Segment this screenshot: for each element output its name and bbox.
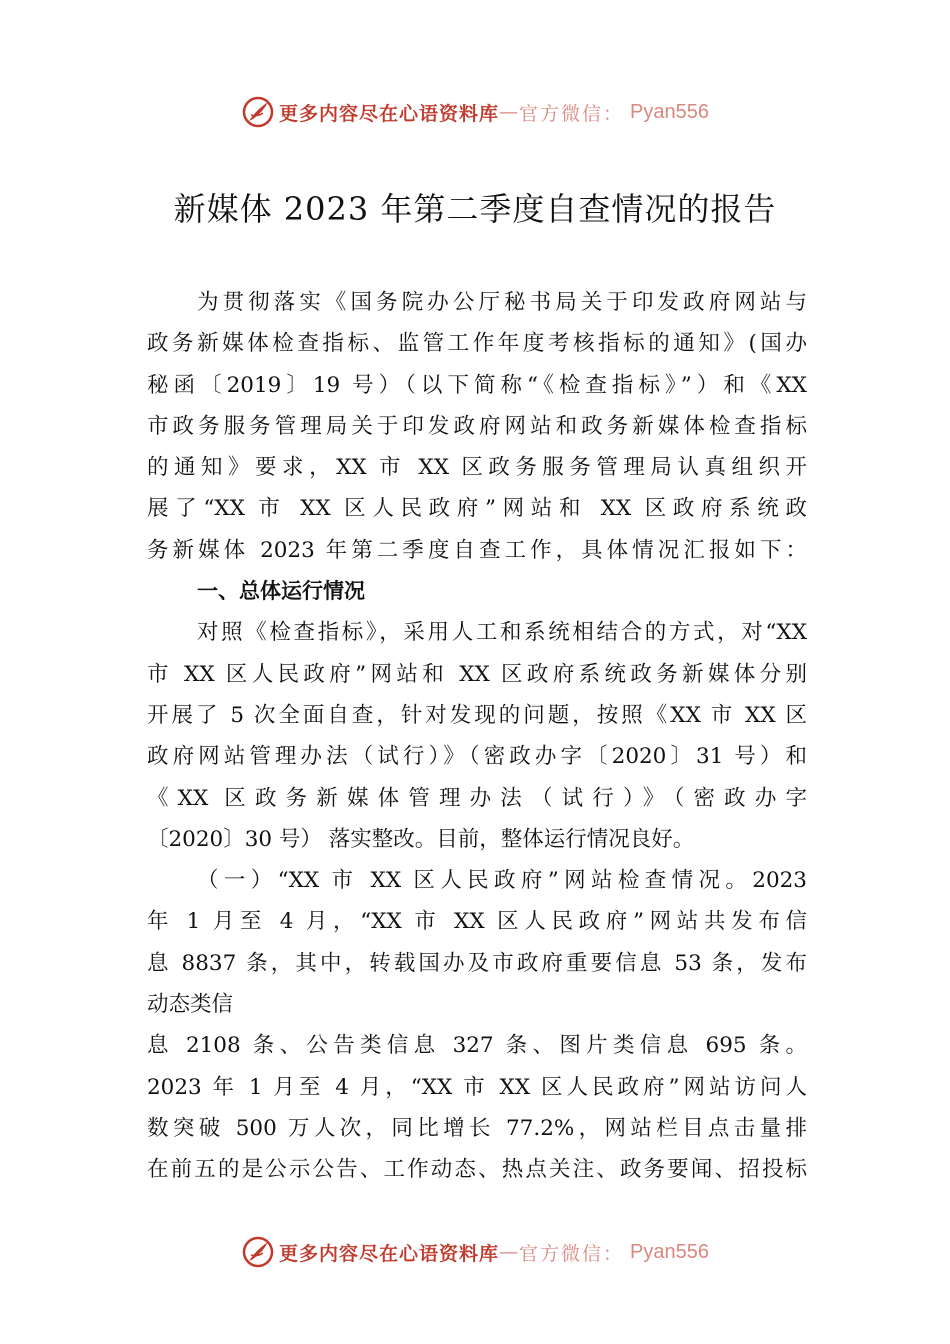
banner-brand-text: 更多内容尽在心语资料库 [279, 1242, 500, 1265]
paragraph-line: 政府网站管理办法（试行）》（密政办字〔2020〕31 号）和 [147, 744, 807, 770]
banner-wechat-id: Pyan556 [630, 100, 709, 123]
paragraph-line: 为贯彻落实《国务院办公厅秘书局关于印发政府网站与 [197, 290, 807, 315]
quill-seal-icon [241, 1235, 275, 1269]
document-body [147, 282, 807, 1191]
document-title: 新媒体 2023 年第二季度自查情况的报告 [173, 190, 777, 228]
paragraph-line: 息 8837 条，其中，转载国办及市政府重要信息 53 条，发布 [147, 950, 807, 976]
paragraph-line: 在前五的是公示公告、工作动态、热点关注、政务要闻、招投标 [147, 1157, 807, 1183]
section-heading: 一、总体运行情况 [197, 579, 365, 604]
paragraph-line: 对照《检查指标》，采用人工和系统相结合的方式，对“XX [197, 620, 807, 646]
paragraph-line: 动态类信 [147, 992, 234, 1018]
quill-seal-icon [241, 95, 275, 129]
subsection-line: （一）“XX 市 XX 区人民政府”网站检查情况。2023 [197, 868, 807, 894]
footer-banner [0, 1232, 950, 1272]
paragraph-line: 年 1 月至 4 月，“XX 市 XX 区人民政府”网站共发布信 [147, 909, 807, 935]
paragraph-line: 秘函〔2019〕19 号）（以下简称“《检查指标》”）和《XX [147, 372, 807, 398]
paragraph-line: 市 XX 区人民政府”网站和 XX 区政府系统政务新媒体分别 [147, 661, 807, 687]
paragraph-line: 2023 年 1 月至 4 月，“XX 市 XX 区人民政府”网站访问人 [147, 1074, 807, 1100]
paragraph-line: 数突破 500 万人次，同比增长 77.2%，网站栏目点击量排 [147, 1115, 807, 1141]
banner-wechat-label: 官方微信： [519, 1242, 625, 1265]
paragraph-line: 《XX 区政务新媒体管理办法（试行）》（密政办字 [147, 785, 807, 811]
paragraph-line: 政务新媒体检查指标、监管工作年度考核指标的通知》(国办 [147, 331, 807, 357]
banner-brand-text: 更多内容尽在心语资料库 [279, 102, 500, 125]
paragraph-line: 市政务服务管理局关于印发政府网站和政务新媒体检查指标 [147, 413, 807, 439]
paragraph-line: 务新媒体 2023 年第二季度自查工作，具体情况汇报如下： [147, 537, 807, 563]
paragraph-line: 息 2108 条、公告类信息 327 条、图片类信息 695 条。 [147, 1033, 807, 1059]
paragraph-line: 开展了 5 次全面自查，针对发现的问题，按照《XX 市 XX 区 [147, 702, 807, 728]
header-banner [0, 92, 950, 132]
paragraph-line: 〔2020〕30 号） 落实整改。目前，整体运行情况良好。 [147, 826, 695, 852]
banner-wechat-label: 官方微信： [519, 102, 625, 125]
banner-separator: — [499, 101, 520, 123]
paragraph-line: 的通知》要求，XX 市 XX 区政务服务管理局认真组织开 [147, 455, 807, 481]
banner-wechat-id: Pyan556 [630, 1240, 709, 1263]
paragraph-line: 展了“XX 市 XX 区人民政府”网站和 XX 区政府系统政 [147, 496, 807, 522]
banner-separator: — [499, 1241, 520, 1263]
